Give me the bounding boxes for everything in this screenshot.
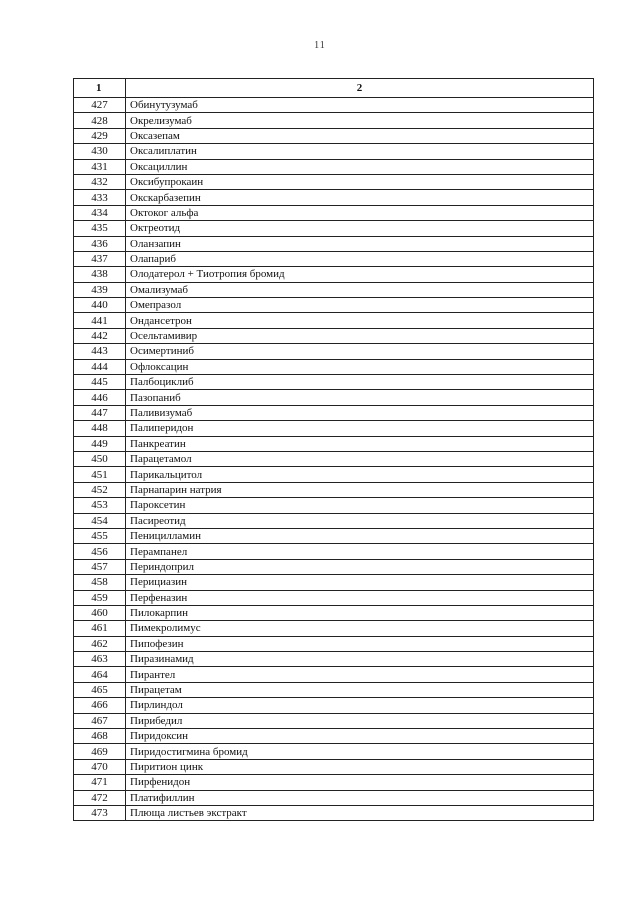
row-number: 430: [74, 144, 126, 159]
drug-name: Пасиреотид: [126, 513, 594, 528]
row-number: 427: [74, 98, 126, 113]
column-header-name: 2: [126, 79, 594, 98]
drug-name: Палбоциклиб: [126, 375, 594, 390]
row-number: 469: [74, 744, 126, 759]
drug-name: Оксалиплатин: [126, 144, 594, 159]
drug-name: Пеницилламин: [126, 528, 594, 543]
table-row: [74, 190, 594, 205]
table-row: [74, 605, 594, 620]
row-number: 452: [74, 482, 126, 497]
row-number: 429: [74, 128, 126, 143]
row-number: 464: [74, 667, 126, 682]
table-row: [74, 775, 594, 790]
table-row: [74, 759, 594, 774]
row-number: 468: [74, 729, 126, 744]
row-number: 465: [74, 682, 126, 697]
table-row: [74, 559, 594, 574]
drug-name: Палиперидон: [126, 421, 594, 436]
table-body: [74, 98, 594, 821]
drug-name: Панкреатин: [126, 436, 594, 451]
row-number: 459: [74, 590, 126, 605]
row-number: 460: [74, 605, 126, 620]
row-number: 471: [74, 775, 126, 790]
drug-name: Пирлиндол: [126, 698, 594, 713]
drug-name: Перампанел: [126, 544, 594, 559]
drug-name: Пилокарпин: [126, 605, 594, 620]
drug-name: Перициазин: [126, 575, 594, 590]
table-row: [74, 436, 594, 451]
table-row: [74, 313, 594, 328]
table-row: [74, 590, 594, 605]
row-number: 466: [74, 698, 126, 713]
table-row: [74, 636, 594, 651]
drug-name: Оксазепам: [126, 128, 594, 143]
table-row: [74, 575, 594, 590]
column-header-number: 1: [74, 79, 126, 98]
table-row: [74, 729, 594, 744]
drug-name: Октреотид: [126, 221, 594, 236]
drug-name: Ондансетрон: [126, 313, 594, 328]
drug-name: Парнапарин натрия: [126, 482, 594, 497]
table-row: [74, 713, 594, 728]
row-number: 434: [74, 205, 126, 220]
row-number: 456: [74, 544, 126, 559]
drug-name: Осельтамивир: [126, 328, 594, 343]
table-row: [74, 267, 594, 282]
drug-name: Пирфенидон: [126, 775, 594, 790]
drug-name: Парикальцитол: [126, 467, 594, 482]
table-row: [74, 390, 594, 405]
row-number: 446: [74, 390, 126, 405]
drug-name: Олапариб: [126, 251, 594, 266]
row-number: 473: [74, 805, 126, 820]
drug-name: Пиридостигмина бромид: [126, 744, 594, 759]
row-number: 451: [74, 467, 126, 482]
drug-name: Оланзапин: [126, 236, 594, 251]
row-number: 437: [74, 251, 126, 266]
drug-name: Пипофезин: [126, 636, 594, 651]
table-row: [74, 205, 594, 220]
table-row: [74, 328, 594, 343]
drug-name: Пирацетам: [126, 682, 594, 697]
row-number: 462: [74, 636, 126, 651]
row-number: 428: [74, 113, 126, 128]
row-number: 432: [74, 174, 126, 189]
row-number: 441: [74, 313, 126, 328]
drug-name: Пиридоксин: [126, 729, 594, 744]
table-row: [74, 405, 594, 420]
table-row: [74, 805, 594, 820]
drug-name: Пиразинамид: [126, 652, 594, 667]
row-number: 436: [74, 236, 126, 251]
table-row: [74, 344, 594, 359]
page-number: 11: [314, 40, 326, 51]
table-row: [74, 544, 594, 559]
table-row: [74, 421, 594, 436]
row-number: 447: [74, 405, 126, 420]
drug-list-table: [73, 78, 594, 821]
table-row: [74, 98, 594, 113]
table-row: [74, 174, 594, 189]
row-number: 450: [74, 451, 126, 466]
table-header-row: [74, 79, 594, 98]
row-number: 472: [74, 790, 126, 805]
row-number: 444: [74, 359, 126, 374]
row-number: 433: [74, 190, 126, 205]
table-row: [74, 221, 594, 236]
drug-name: Офлоксацин: [126, 359, 594, 374]
table-row: [74, 482, 594, 497]
drug-name: Периндоприл: [126, 559, 594, 574]
drug-name: Парацетамол: [126, 451, 594, 466]
row-number: 457: [74, 559, 126, 574]
table-row: [74, 682, 594, 697]
drug-name: Пирантел: [126, 667, 594, 682]
row-number: 449: [74, 436, 126, 451]
row-number: 443: [74, 344, 126, 359]
drug-name: Осимертиниб: [126, 344, 594, 359]
table-row: [74, 113, 594, 128]
drug-name: Пазопаниб: [126, 390, 594, 405]
table-row: [74, 744, 594, 759]
row-number: 463: [74, 652, 126, 667]
table-row: [74, 159, 594, 174]
row-number: 439: [74, 282, 126, 297]
drug-name: Перфеназин: [126, 590, 594, 605]
table-row: [74, 359, 594, 374]
drug-name: Плюща листьев экстракт: [126, 805, 594, 820]
table-row: [74, 282, 594, 297]
drug-name: Октоког альфа: [126, 205, 594, 220]
table-row: [74, 298, 594, 313]
drug-name: Оксибупрокаин: [126, 174, 594, 189]
table-row: [74, 251, 594, 266]
table-row: [74, 621, 594, 636]
row-number: 455: [74, 528, 126, 543]
row-number: 440: [74, 298, 126, 313]
table-row: [74, 236, 594, 251]
drug-name: Олодатерол + Тиотропия бромид: [126, 267, 594, 282]
drug-name: Окрелизумаб: [126, 113, 594, 128]
row-number: 442: [74, 328, 126, 343]
drug-name: Пароксетин: [126, 498, 594, 513]
table-row: [74, 144, 594, 159]
drug-name: Платифиллин: [126, 790, 594, 805]
table-row: [74, 667, 594, 682]
drug-name: Пимекролимус: [126, 621, 594, 636]
row-number: 431: [74, 159, 126, 174]
drug-name: Паливизумаб: [126, 405, 594, 420]
row-number: 454: [74, 513, 126, 528]
row-number: 461: [74, 621, 126, 636]
row-number: 435: [74, 221, 126, 236]
row-number: 453: [74, 498, 126, 513]
drug-name: Пиритион цинк: [126, 759, 594, 774]
table-row: [74, 467, 594, 482]
drug-name: Окскарбазепин: [126, 190, 594, 205]
drug-name: Обинутузумаб: [126, 98, 594, 113]
drug-name: Омепразол: [126, 298, 594, 313]
table-row: [74, 513, 594, 528]
table-row: [74, 698, 594, 713]
table-row: [74, 498, 594, 513]
drug-name: Омализумаб: [126, 282, 594, 297]
row-number: 458: [74, 575, 126, 590]
row-number: 448: [74, 421, 126, 436]
row-number: 467: [74, 713, 126, 728]
table-row: [74, 528, 594, 543]
table-row: [74, 790, 594, 805]
drug-name: Пирибедил: [126, 713, 594, 728]
table-row: [74, 652, 594, 667]
table-row: [74, 451, 594, 466]
row-number: 470: [74, 759, 126, 774]
row-number: 445: [74, 375, 126, 390]
drug-name: Оксациллин: [126, 159, 594, 174]
table-row: [74, 375, 594, 390]
row-number: 438: [74, 267, 126, 282]
table-row: [74, 128, 594, 143]
